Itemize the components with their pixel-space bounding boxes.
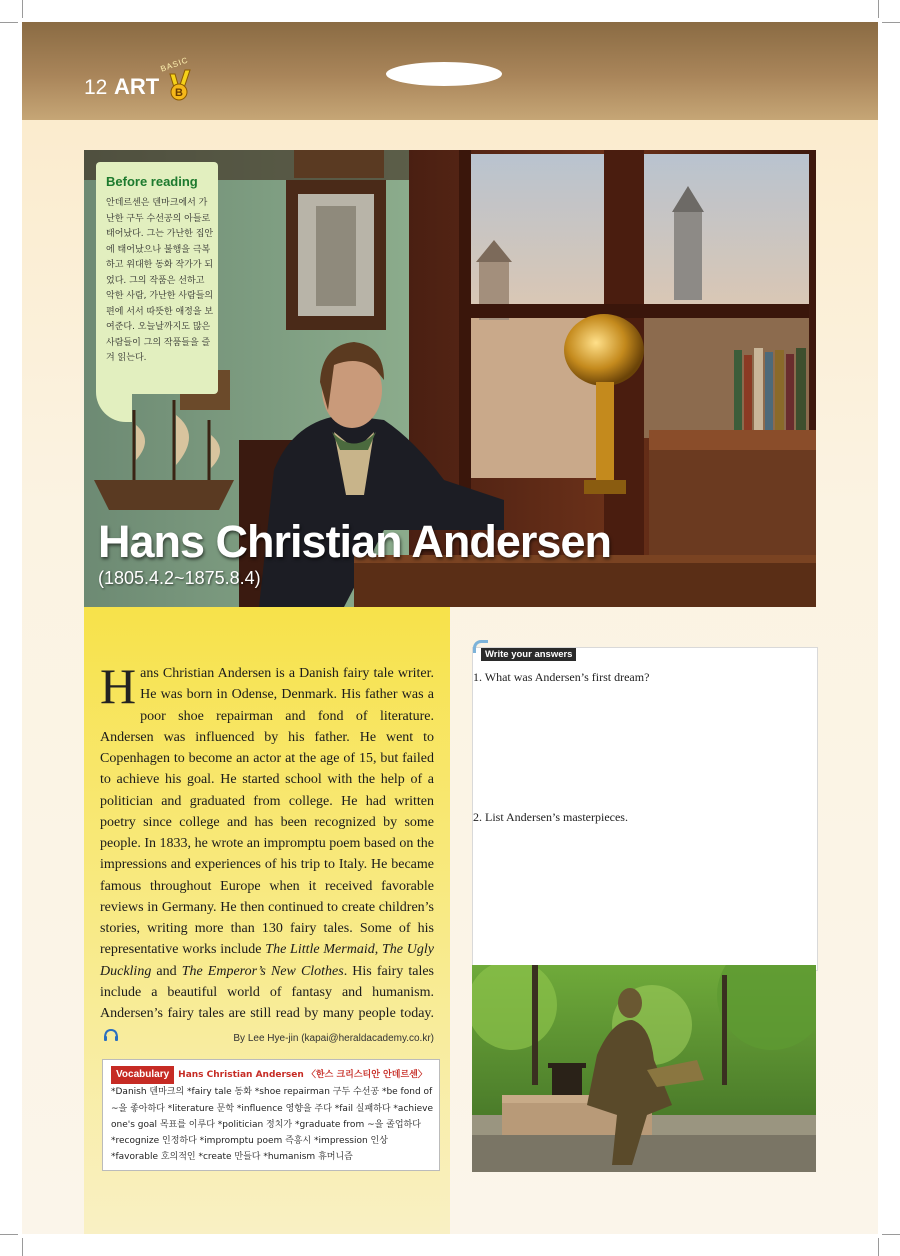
question-2: 2. List Andersen’s masterpieces. [473,810,628,824]
crop-mark [878,1238,879,1256]
vocabulary-entries: *Danish 덴마크의 *fairy tale 동화 *shoe repairman 구두 수선공 *be fond of ~을 좋아하다 *literature 문학 *influence 영향을 주다 *fail 실패하다 *achieve one's goal 목표를 이루다 *politician 정치가 *graduate from ~을 졸업하다 *recognize 인정하다 *impromptu poem 즉흥시 *impression 인상 *favorable 호의적인 *create 만들다 *humanism 휴머니즘 [111,1087,434,1163]
badge-letter: B [175,87,183,99]
byline: By Lee Hye-jin (kapai@heraldacademy.co.kr) [233,1033,434,1045]
article-text: ans Christian Andersen is a Danish fairy tale writer. He was born in Odense, Denmark. His father was a poor shoe repairman and fond of literature. Andersen was influenced by his father. He went to Copenhagen to become an actor at the age of 15, but failed to achieve his goal. He started school with the help of a politician and graduated from college. He had written poetry since college and has been recognized by some people. In 1833, he wrote an impromptu poem based on the impressions and experiences of his trip to Italy. He became famous throughout Europe when it received favorable reviews in Germany. He then continued to create children’s stories, writing more than 130 fairy tales. Some of his representative works include [100,666,434,958]
magazine-page [22,22,878,1234]
statue-illustration [472,965,816,1172]
article-body [100,658,435,1050]
vocabulary-headword: Hans Christian Andersen 〈한스 크리스티안 안데르센〉 [178,1070,427,1080]
drop-cap: H [100,658,137,714]
before-reading-box [96,162,218,394]
article-dates: (1805.4.2~1875.8.4) [98,568,261,588]
before-reading-title: Before reading [106,174,198,189]
crop-mark [0,22,18,23]
question-1: 1. What was Andersen’s first dream? [473,670,650,684]
header-ellipse [386,62,502,86]
article-column [84,607,450,1234]
work-title-3: The Emperor’s New Clothes [181,963,344,979]
vocabulary-text [111,1066,433,1166]
badge-label: BASIC [159,55,190,74]
work-separator-2: and [151,963,182,979]
crop-mark [22,1238,23,1256]
answers-box[interactable] [472,647,818,971]
vocabulary-box [102,1059,440,1171]
hero-photo [84,150,816,607]
statue-photo [472,965,816,1172]
work-separator-1: , [374,942,382,958]
before-reading-text: 안데르센은 덴마크에서 가난한 구두 수선공의 아들로 태어났다. 그는 가난한 집안에 태어났으나 불행을 극복하고 위대한 동화 작가가 되었다. 그의 작품은 선하고 악한 사람, 가난한 사람들의 편에 서서 따뜻한 애정을 보여준다. 오늘날까지도 많은 사람들이 그의 작품들을 즐겨 읽는다. [106,198,214,363]
vocabulary-tag: Vocabulary [111,1066,174,1084]
crop-mark [878,0,879,18]
crop-mark [882,22,900,23]
crop-mark [882,1234,900,1235]
work-title-2: The Ugly Duckling [100,942,434,979]
crop-mark [0,1234,18,1235]
badge-icon [160,60,196,104]
article-text-end: . His fairy tales include a beautiful world of fantasy and humanism. Andersen’s fairy tales are still read by many people today. [100,963,435,1021]
section-number: 12 [84,76,108,99]
headphones-icon[interactable] [103,1028,119,1042]
crop-mark [22,0,23,18]
section-name: ART [114,74,160,99]
work-title-1: The Little Mermaid [265,942,375,958]
header-band [22,22,878,120]
article-title: Hans Christian Andersen [98,516,611,567]
answers-label: Write your answers [481,648,576,661]
basic-level-badge [159,55,196,104]
